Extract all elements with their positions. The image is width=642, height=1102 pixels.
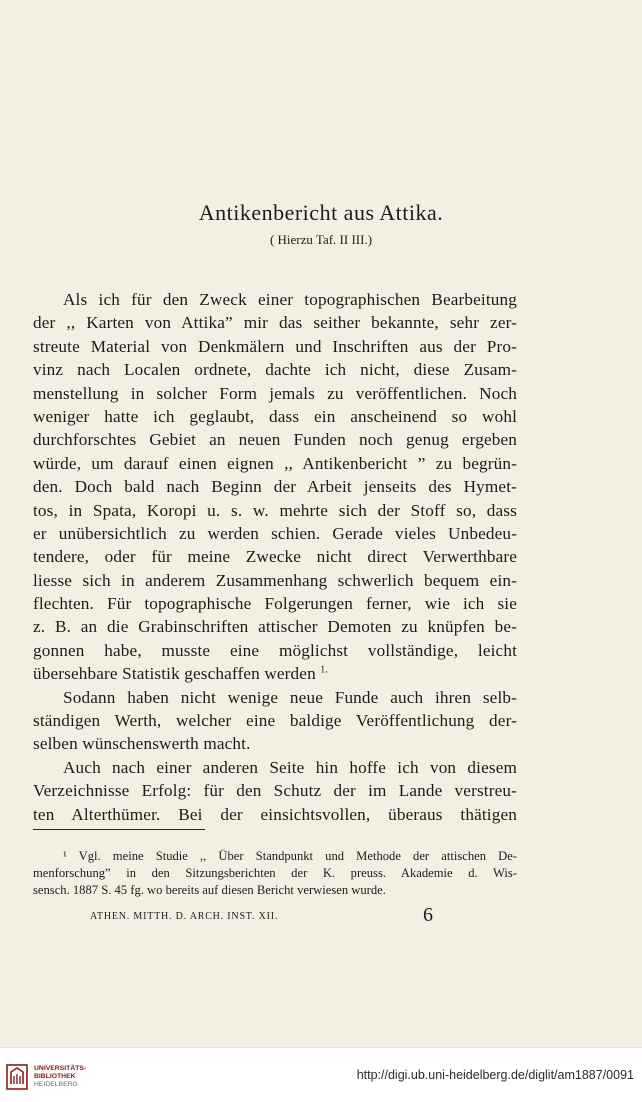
body-line: Auch nach einer anderen Seite hin hoffe ich von diesem xyxy=(63,757,517,777)
footnote-divider xyxy=(33,829,205,830)
body-line: er unübersichtlich zu werden schien. Gerade vieles Unbedeu- xyxy=(33,523,517,543)
body-line: vinz nach Localen ordnete, dachte ich nicht, diese Zusam- xyxy=(33,360,517,380)
body-line: weniger hatte ich geglaubt, dass ein anscheinend so wohl xyxy=(33,406,517,426)
body-line: liesse sich in anderem Zusammenhang schwerlich bequem ein- xyxy=(33,570,517,590)
body-line xyxy=(33,662,517,685)
body-line: durchforschtes Gebiet an neuen Funden noch genug ergeben xyxy=(33,430,517,450)
sheet-number: 6 xyxy=(423,904,433,926)
body-line: flechten. Für topographische Folgerungen ferner, wie ich sie xyxy=(33,594,517,614)
body-line-text: übersehbare Statistik geschaffen werden xyxy=(33,664,316,684)
logo-line: UNIVERSITÄTS- xyxy=(34,1065,87,1072)
body-line: Als ich für den Zweck einer topographischen Bearbeitung xyxy=(63,290,517,309)
library-logo-text[interactable] xyxy=(34,1065,86,1088)
page-title: Antikenbericht aus Attika. xyxy=(198,200,444,225)
body-line: gonnen habe, musste eine möglichst vollständige, leicht xyxy=(33,640,517,660)
page-subtitle: ( Hierzu Taf. II III.) xyxy=(269,232,373,247)
footnote-line: sensch. 1887 S. 45 fg. wo bereits auf diesen Bericht verwiesen wurde. xyxy=(33,883,386,898)
footnote-line: menforschung” in den Sitzungsberichten der K. preuss. Akademie d. Wis- xyxy=(33,866,517,881)
body-line: Verzeichnisse Erfolg: für den Schutz der im Lande verstreu- xyxy=(33,781,517,801)
viewer-footer xyxy=(0,1047,642,1102)
body-line: menstellung in solcher Form jemals zu veröffentlichen. Noch xyxy=(33,383,517,403)
body-line: tos, in Spata, Koropi u. s. w. mehrte sich der Stoff so, dass xyxy=(33,500,517,520)
body-line: Sodann haben nicht wenige neue Funde auch ihren selb- xyxy=(63,687,517,707)
footnote-line: ¹ Vgl. meine Studie ,, Über Standpunkt und Methode der attischen De- xyxy=(63,849,517,863)
logo-line: HEIDELBERG xyxy=(34,1080,78,1088)
body-line: selben wünschenswerth macht. xyxy=(33,734,251,754)
body-line: ten Alterthümer. Bei der einsichtsvollen, überaus thätigen xyxy=(33,804,517,824)
body-line: den. Doch bald nach Beginn der Arbeit jenseits des Hymet- xyxy=(33,477,517,497)
body-line: würde, um darauf einen eignen ,, Antikenbericht ” zu begrün- xyxy=(33,453,517,473)
footnote-reference: 1. xyxy=(320,664,329,676)
permalink-url[interactable]: http://digi.ub.uni-heidelberg.de/diglit/am1887/0091 xyxy=(356,1068,634,1082)
body-line: z. B. an die Grabinschriften attischer Demoten zu knüpfen be- xyxy=(33,617,517,637)
body-line: tendere, oder für meine Zwecke nicht direct Verwerthbare xyxy=(33,547,517,567)
sheet-signature: ATHEN. MITTH. D. ARCH. INST. XII. xyxy=(90,911,279,922)
body-line: ständigen Werth, welcher eine baldige Veröffentlichung der- xyxy=(33,711,517,731)
footnotes xyxy=(33,848,517,900)
body-line: streute Material von Denkmälern und Inschriften aus der Pro- xyxy=(33,336,517,356)
body-text xyxy=(33,288,517,826)
library-logo-icon[interactable] xyxy=(6,1064,28,1090)
body-line: der ,, Karten von Attika” mir das seither bekannte, sehr zer- xyxy=(33,313,517,333)
logo-line: BIBLIOTHEK xyxy=(34,1072,76,1080)
